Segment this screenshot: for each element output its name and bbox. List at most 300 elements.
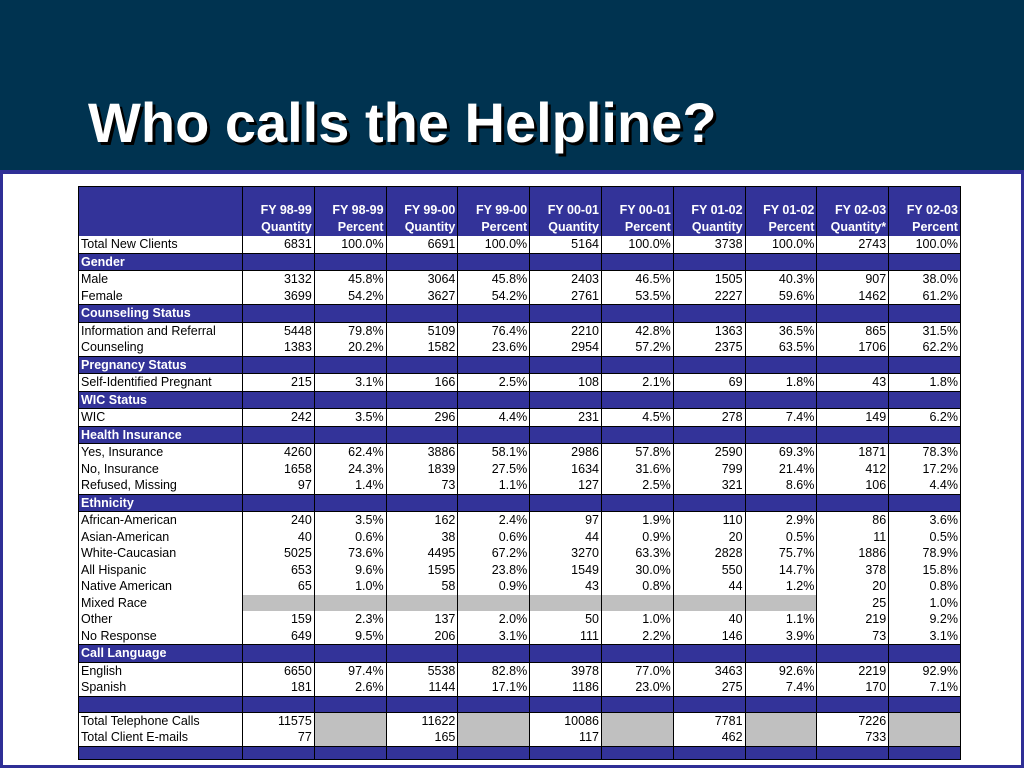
percent-cell: 23.6% (458, 339, 530, 356)
row-label: No, Insurance (79, 461, 243, 478)
section-empty-cell (386, 305, 458, 323)
section-empty-cell (817, 253, 889, 271)
section-empty-cell (601, 305, 673, 323)
quantity-cell: 5025 (243, 545, 315, 562)
percent-cell: 40.3% (745, 271, 817, 288)
quantity-cell: 97 (243, 477, 315, 494)
percent-cell: 1.1% (745, 611, 817, 628)
percent-cell: 2.0% (458, 611, 530, 628)
table-header (79, 187, 961, 237)
table-row (79, 461, 961, 478)
table-row (79, 409, 961, 427)
section-empty-cell (314, 305, 386, 323)
table-row (79, 529, 961, 546)
percent-cell: 92.6% (745, 662, 817, 679)
section-empty-cell (314, 356, 386, 374)
percent-cell: 76.4% (458, 322, 530, 339)
quantity-cell: 321 (673, 477, 745, 494)
table-row (79, 729, 961, 746)
row-label: Mixed Race (79, 595, 243, 612)
section-empty-cell (889, 253, 961, 271)
percent-cell: 1.8% (889, 374, 961, 392)
percent-cell: 63.3% (601, 545, 673, 562)
percent-cell: 3.1% (889, 628, 961, 645)
quantity-cell: 149 (817, 409, 889, 427)
quantity-cell: 2986 (530, 444, 602, 461)
quantity-cell: 3463 (673, 662, 745, 679)
row-label: Information and Referral (79, 322, 243, 339)
quantity-cell: 215 (243, 374, 315, 392)
row-label: Total Client E-mails (79, 729, 243, 746)
section-empty-cell (673, 253, 745, 271)
row-label: Female (79, 288, 243, 305)
percent-cell: 7.4% (745, 409, 817, 427)
table-footer-row (79, 746, 961, 759)
row-label: Native American (79, 578, 243, 595)
percent-cell: 1.2% (745, 578, 817, 595)
quantity-cell: 4495 (386, 545, 458, 562)
spacer-cell (458, 696, 530, 712)
percent-cell: 24.3% (314, 461, 386, 478)
section-header-row (79, 494, 961, 512)
section-empty-cell (817, 305, 889, 323)
section-empty-cell (601, 494, 673, 512)
percent-cell: 23.8% (458, 562, 530, 579)
quantity-cell: 907 (817, 271, 889, 288)
table-row (79, 662, 961, 679)
row-label: English (79, 662, 243, 679)
row-label: Total Telephone Calls (79, 712, 243, 729)
percent-cell: 2.1% (601, 374, 673, 392)
section-empty-cell (386, 645, 458, 663)
section-empty-cell (673, 356, 745, 374)
header-corner (79, 187, 243, 220)
percent-cell (458, 712, 530, 729)
quantity-cell: 2375 (673, 339, 745, 356)
quantity-cell: 73 (386, 477, 458, 494)
section-empty-cell (243, 305, 315, 323)
quantity-cell: 97 (530, 512, 602, 529)
percent-cell: 3.1% (314, 374, 386, 392)
quantity-cell: 550 (673, 562, 745, 579)
section-empty-cell (530, 391, 602, 409)
percent-cell (745, 595, 817, 612)
spacer-cell (601, 696, 673, 712)
quantity-cell: 73 (817, 628, 889, 645)
percent-cell: 100.0% (601, 236, 673, 253)
section-empty-cell (243, 253, 315, 271)
section-empty-cell (458, 356, 530, 374)
percent-cell: 79.8% (314, 322, 386, 339)
percent-cell: 69.3% (745, 444, 817, 461)
percent-cell: 3.5% (314, 409, 386, 427)
quantity-cell: 240 (243, 512, 315, 529)
quantity-cell: 649 (243, 628, 315, 645)
spacer-cell (530, 696, 602, 712)
section-empty-cell (745, 391, 817, 409)
percent-cell (889, 712, 961, 729)
quantity-cell: 2219 (817, 662, 889, 679)
quantity-cell: 86 (817, 512, 889, 529)
section-empty-cell (601, 426, 673, 444)
section-empty-cell (673, 645, 745, 663)
section-empty-cell (745, 253, 817, 271)
row-label: WIC (79, 409, 243, 427)
percent-cell: 4.5% (601, 409, 673, 427)
percent-cell: 0.6% (314, 529, 386, 546)
quantity-cell: 77 (243, 729, 315, 746)
section-empty-cell (817, 645, 889, 663)
quantity-cell: 3627 (386, 288, 458, 305)
percent-cell (601, 595, 673, 612)
quantity-cell: 219 (817, 611, 889, 628)
percent-cell: 2.3% (314, 611, 386, 628)
spacer-cell (386, 746, 458, 759)
percent-cell: 75.7% (745, 545, 817, 562)
quantity-cell: 170 (817, 679, 889, 696)
percent-cell (601, 729, 673, 746)
quantity-cell: 1363 (673, 322, 745, 339)
section-empty-cell (745, 356, 817, 374)
percent-cell (458, 595, 530, 612)
percent-cell (745, 712, 817, 729)
percent-cell: 57.2% (601, 339, 673, 356)
table-row (79, 444, 961, 461)
percent-cell: 59.6% (745, 288, 817, 305)
percent-cell: 82.8% (458, 662, 530, 679)
header-fiscal-year: FY 01-02 (745, 187, 817, 220)
quantity-cell: 3886 (386, 444, 458, 461)
quantity-cell: 2743 (817, 236, 889, 253)
quantity-cell: 1886 (817, 545, 889, 562)
quantity-cell: 412 (817, 461, 889, 478)
section-empty-cell (601, 391, 673, 409)
table-row (79, 628, 961, 645)
quantity-cell: 44 (530, 529, 602, 546)
section-empty-cell (243, 645, 315, 663)
percent-cell: 17.2% (889, 461, 961, 478)
quantity-cell: 106 (817, 477, 889, 494)
row-label: Counseling (79, 339, 243, 356)
percent-cell: 100.0% (458, 236, 530, 253)
spacer-cell (314, 696, 386, 712)
quantity-cell: 1658 (243, 461, 315, 478)
row-label: Asian-American (79, 529, 243, 546)
header-corner-lower (79, 219, 243, 236)
quantity-cell: 1595 (386, 562, 458, 579)
percent-cell: 45.8% (458, 271, 530, 288)
section-empty-cell (889, 305, 961, 323)
quantity-cell: 231 (530, 409, 602, 427)
section-empty-cell (889, 426, 961, 444)
quantity-cell: 6831 (243, 236, 315, 253)
percent-cell (314, 712, 386, 729)
quantity-cell (243, 595, 315, 612)
spacer-row (79, 696, 961, 712)
quantity-cell: 378 (817, 562, 889, 579)
quantity-cell: 38 (386, 529, 458, 546)
percent-cell: 20.2% (314, 339, 386, 356)
percent-cell: 0.9% (458, 578, 530, 595)
percent-cell (601, 712, 673, 729)
quantity-cell (530, 595, 602, 612)
section-empty-cell (243, 426, 315, 444)
section-empty-cell (314, 391, 386, 409)
quantity-cell: 733 (817, 729, 889, 746)
header-fiscal-year: FY 02-03 (817, 187, 889, 220)
quantity-cell: 146 (673, 628, 745, 645)
section-header-row (79, 356, 961, 374)
quantity-cell: 5164 (530, 236, 602, 253)
quantity-cell: 6691 (386, 236, 458, 253)
quantity-cell: 108 (530, 374, 602, 392)
section-empty-cell (817, 426, 889, 444)
header-measure: Quantity (243, 219, 315, 236)
section-label: Pregnancy Status (79, 356, 243, 374)
quantity-cell: 166 (386, 374, 458, 392)
percent-cell: 42.8% (601, 322, 673, 339)
section-empty-cell (386, 253, 458, 271)
header-measure: Quantity (386, 219, 458, 236)
section-empty-cell (673, 391, 745, 409)
header-fiscal-year: FY 00-01 (601, 187, 673, 220)
header-fiscal-year: FY 98-99 (314, 187, 386, 220)
section-empty-cell (745, 645, 817, 663)
percent-cell: 36.5% (745, 322, 817, 339)
spacer-cell (817, 746, 889, 759)
quantity-cell: 110 (673, 512, 745, 529)
quantity-cell: 2210 (530, 322, 602, 339)
header-measure: Percent (745, 219, 817, 236)
spacer-cell (745, 746, 817, 759)
percent-cell: 4.4% (889, 477, 961, 494)
percent-cell: 1.0% (601, 611, 673, 628)
section-empty-cell (458, 253, 530, 271)
percent-cell: 4.4% (458, 409, 530, 427)
table-row (79, 271, 961, 288)
percent-cell: 1.0% (314, 578, 386, 595)
quantity-cell: 11575 (243, 712, 315, 729)
percent-cell: 1.4% (314, 477, 386, 494)
section-empty-cell (817, 494, 889, 512)
section-empty-cell (745, 494, 817, 512)
row-label: Self-Identified Pregnant (79, 374, 243, 392)
quantity-cell: 1383 (243, 339, 315, 356)
section-empty-cell (601, 253, 673, 271)
section-empty-cell (386, 391, 458, 409)
percent-cell (458, 729, 530, 746)
row-label: Total New Clients (79, 236, 243, 253)
header-fiscal-year: FY 99-00 (458, 187, 530, 220)
percent-cell: 6.2% (889, 409, 961, 427)
percent-cell: 62.4% (314, 444, 386, 461)
percent-cell: 57.8% (601, 444, 673, 461)
quantity-cell: 1462 (817, 288, 889, 305)
quantity-cell: 1549 (530, 562, 602, 579)
row-label: All Hispanic (79, 562, 243, 579)
table-row (79, 512, 961, 529)
table-row (79, 477, 961, 494)
section-label: Health Insurance (79, 426, 243, 444)
section-empty-cell (530, 305, 602, 323)
quantity-cell: 43 (817, 374, 889, 392)
quantity-cell: 7781 (673, 712, 745, 729)
percent-cell: 3.5% (314, 512, 386, 529)
percent-cell: 2.4% (458, 512, 530, 529)
percent-cell: 23.0% (601, 679, 673, 696)
section-empty-cell (889, 391, 961, 409)
quantity-cell: 2761 (530, 288, 602, 305)
spacer-cell (243, 696, 315, 712)
header-measure: Quantity* (817, 219, 889, 236)
table-row (79, 578, 961, 595)
quantity-cell: 242 (243, 409, 315, 427)
section-label: WIC Status (79, 391, 243, 409)
percent-cell: 7.1% (889, 679, 961, 696)
table-row (79, 712, 961, 729)
percent-cell: 100.0% (314, 236, 386, 253)
percent-cell: 92.9% (889, 662, 961, 679)
table-row (79, 545, 961, 562)
quantity-cell: 111 (530, 628, 602, 645)
quantity-cell: 1839 (386, 461, 458, 478)
spacer-cell (79, 696, 243, 712)
quantity-cell: 20 (817, 578, 889, 595)
spacer-cell (673, 696, 745, 712)
percent-cell: 0.5% (745, 529, 817, 546)
percent-cell: 54.2% (314, 288, 386, 305)
section-empty-cell (889, 356, 961, 374)
quantity-cell: 799 (673, 461, 745, 478)
section-empty-cell (673, 494, 745, 512)
quantity-cell: 1186 (530, 679, 602, 696)
percent-cell: 77.0% (601, 662, 673, 679)
header-fiscal-year: FY 02-03 (889, 187, 961, 220)
section-empty-cell (314, 645, 386, 663)
section-empty-cell (601, 645, 673, 663)
quantity-cell: 44 (673, 578, 745, 595)
quantity-cell: 462 (673, 729, 745, 746)
header-row-fiscal-year (79, 187, 961, 220)
percent-cell: 54.2% (458, 288, 530, 305)
quantity-cell: 1505 (673, 271, 745, 288)
percent-cell: 97.4% (314, 662, 386, 679)
header-fiscal-year: FY 98-99 (243, 187, 315, 220)
section-empty-cell (817, 391, 889, 409)
quantity-cell: 65 (243, 578, 315, 595)
section-empty-cell (314, 426, 386, 444)
percent-cell: 0.5% (889, 529, 961, 546)
quantity-cell: 2590 (673, 444, 745, 461)
section-empty-cell (458, 426, 530, 444)
percent-cell: 2.5% (601, 477, 673, 494)
table-row (79, 611, 961, 628)
spacer-cell (530, 746, 602, 759)
percent-cell: 21.4% (745, 461, 817, 478)
header-measure: Quantity (673, 219, 745, 236)
quantity-cell: 6650 (243, 662, 315, 679)
percent-cell: 100.0% (745, 236, 817, 253)
quantity-cell: 159 (243, 611, 315, 628)
quantity-cell: 1634 (530, 461, 602, 478)
quantity-cell: 58 (386, 578, 458, 595)
quantity-cell: 2828 (673, 545, 745, 562)
percent-cell: 1.9% (601, 512, 673, 529)
quantity-cell: 5109 (386, 322, 458, 339)
percent-cell: 2.9% (745, 512, 817, 529)
quantity-cell: 137 (386, 611, 458, 628)
percent-cell: 15.8% (889, 562, 961, 579)
row-label: Male (79, 271, 243, 288)
quantity-cell: 4260 (243, 444, 315, 461)
section-empty-cell (673, 426, 745, 444)
percent-cell: 31.5% (889, 322, 961, 339)
quantity-cell: 117 (530, 729, 602, 746)
quantity-cell: 40 (673, 611, 745, 628)
quantity-cell: 865 (817, 322, 889, 339)
helpline-table (78, 186, 961, 760)
quantity-cell: 275 (673, 679, 745, 696)
quantity-cell: 5538 (386, 662, 458, 679)
section-label: Call Language (79, 645, 243, 663)
row-label: Refused, Missing (79, 477, 243, 494)
percent-cell: 0.8% (889, 578, 961, 595)
section-header-row (79, 391, 961, 409)
percent-cell: 14.7% (745, 562, 817, 579)
section-empty-cell (817, 356, 889, 374)
header-row-measure (79, 219, 961, 236)
header-fiscal-year: FY 00-01 (530, 187, 602, 220)
section-header-row (79, 305, 961, 323)
quantity-cell: 69 (673, 374, 745, 392)
section-empty-cell (601, 356, 673, 374)
quantity-cell: 11 (817, 529, 889, 546)
header-fiscal-year: FY 99-00 (386, 187, 458, 220)
section-empty-cell (386, 356, 458, 374)
percent-cell: 46.5% (601, 271, 673, 288)
section-empty-cell (530, 356, 602, 374)
percent-cell: 53.5% (601, 288, 673, 305)
section-empty-cell (745, 305, 817, 323)
spacer-cell (817, 696, 889, 712)
section-empty-cell (530, 494, 602, 512)
table-row (79, 288, 961, 305)
quantity-cell: 1582 (386, 339, 458, 356)
quantity-cell: 7226 (817, 712, 889, 729)
table-row (79, 679, 961, 696)
percent-cell: 63.5% (745, 339, 817, 356)
percent-cell: 27.5% (458, 461, 530, 478)
percent-cell: 3.1% (458, 628, 530, 645)
percent-cell (889, 729, 961, 746)
quantity-cell: 296 (386, 409, 458, 427)
quantity-cell: 11622 (386, 712, 458, 729)
quantity-cell: 10086 (530, 712, 602, 729)
quantity-cell: 181 (243, 679, 315, 696)
section-empty-cell (243, 494, 315, 512)
quantity-cell: 3978 (530, 662, 602, 679)
percent-cell: 7.4% (745, 679, 817, 696)
quantity-cell: 3738 (673, 236, 745, 253)
section-empty-cell (745, 426, 817, 444)
section-empty-cell (673, 305, 745, 323)
quantity-cell: 40 (243, 529, 315, 546)
row-label: Yes, Insurance (79, 444, 243, 461)
quantity-cell: 162 (386, 512, 458, 529)
section-header-row (79, 426, 961, 444)
section-label: Gender (79, 253, 243, 271)
quantity-cell: 1871 (817, 444, 889, 461)
